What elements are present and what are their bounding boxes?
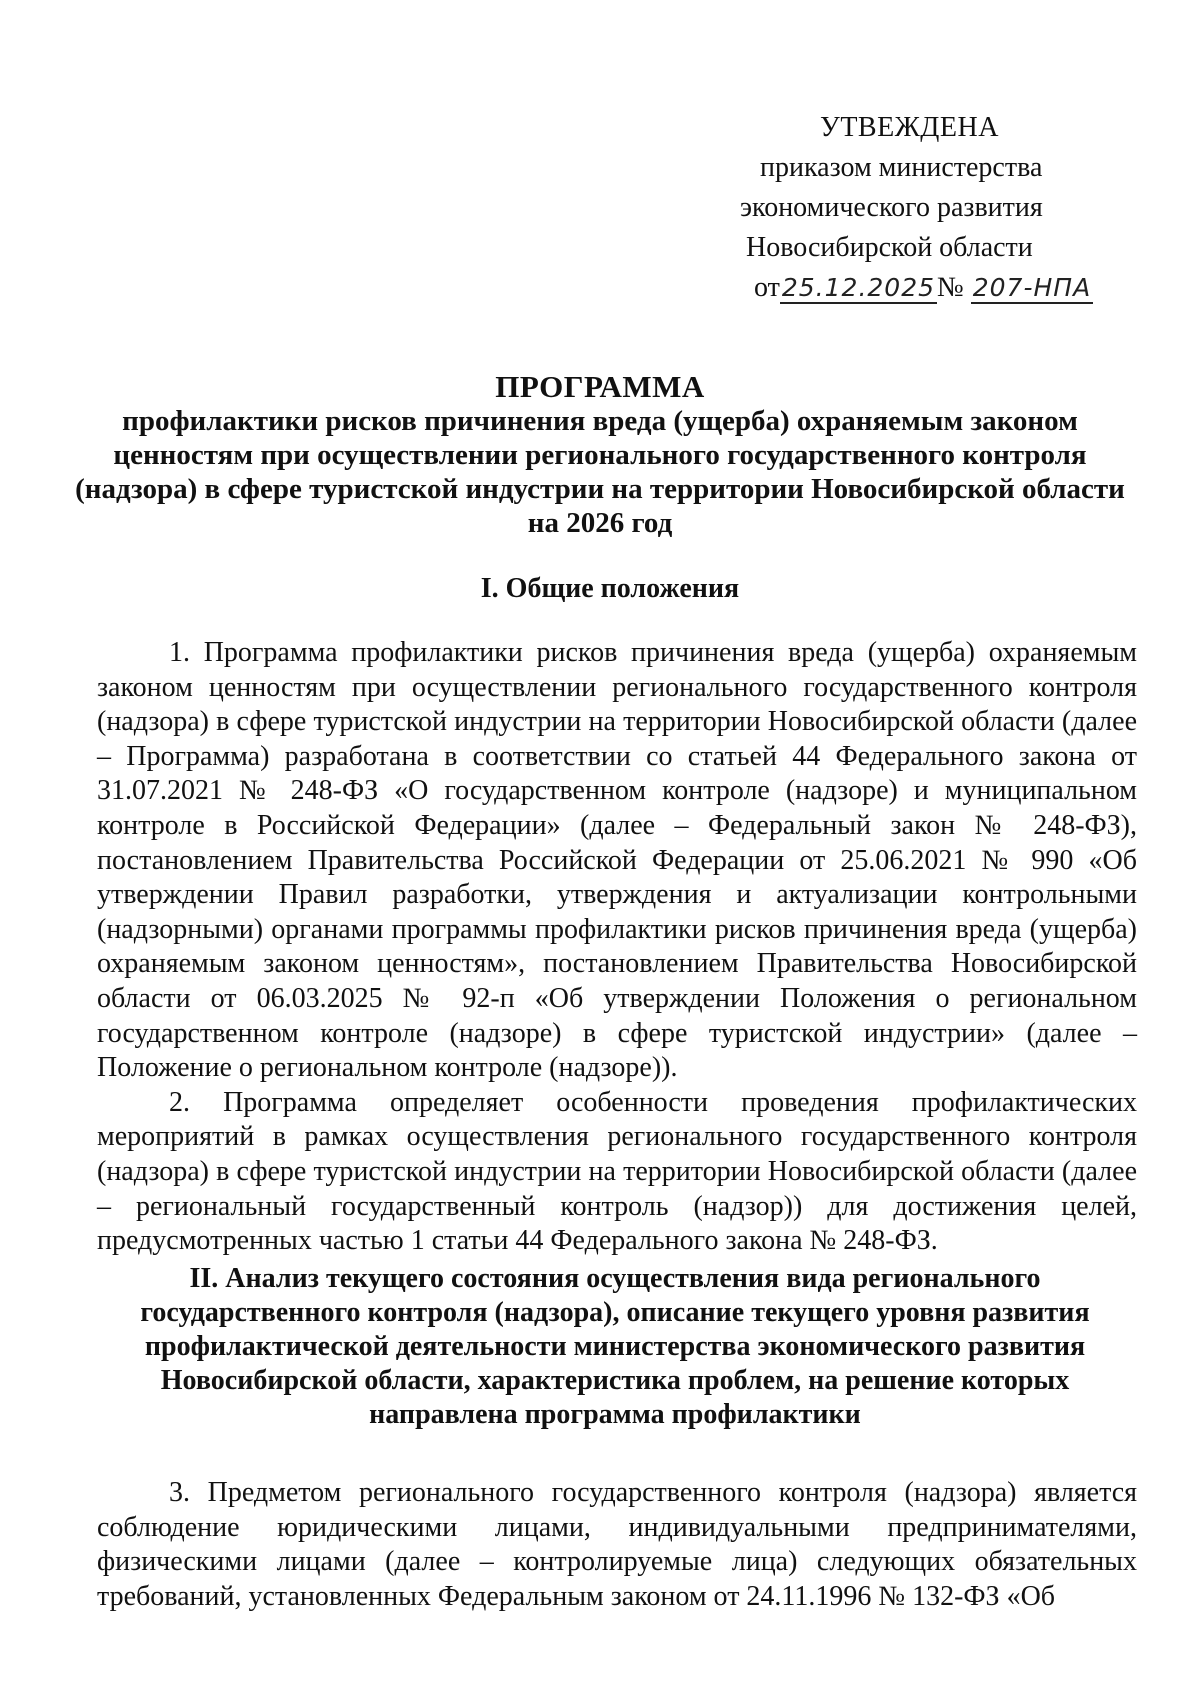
- program-heading: ПРОГРАММА: [495, 369, 705, 404]
- program-title-block: [0, 370, 1200, 540]
- section-2-body: [97, 1476, 1137, 1614]
- paragraph-1: 1. Программа профилактики рисков причинения вреда (ущерба) охраняемым законом ценностям при осуществлении регионального государственного контроля (надзора) в сфере туристской индустрии на территории Новосибирской области (далее – Программа) разработана в соответствии со статьей 44 Федерального закона от 31.07.2021 № 248-ФЗ «О государственном контроле (надзоре) и муниципальном контроле в Российской Федерации» (далее – Федеральный закон № 248-ФЗ), постановлением Правительства Российской Федерации от 25.06.2021 № 990 «Об утверждении Правил разработки, утверждения и актуализации контрольными (надзорными) органами программы профилактики рисков причинения вреда (ущерба) охраняемым законом ценностям», постановлением Правительства Новосибирской области от 06.03.2025 № 92-п «Об утверждении Положения о региональном государственном контроле (надзоре) в сфере туристской индустрии» (далее – Положение о региональном контроле (надзоре)).: [97, 637, 1137, 1084]
- section-2-heading-line-1: II. Анализ текущего состояния осуществления вида регионального: [189, 1263, 1041, 1294]
- handwritten-date: 25.12.2025: [781, 273, 936, 302]
- handwritten-number: 207-НПА: [972, 273, 1092, 302]
- program-subtitle-line-4: на 2026 год: [527, 507, 673, 539]
- program-subtitle-line-2: ценностям при осуществлении регионального государственного контроля: [113, 439, 1087, 471]
- section-2-heading-line-3: профилактической деятельности министерства экономического развития: [144, 1331, 1086, 1362]
- paragraph-3: 3. Предметом регионального государственного контроля (надзора) является соблюдение юридическими лицами, индивидуальными предпринимателями, физическими лицами (далее – контролируемые лица) следующих обязательных требований, установленных Федеральным законом от 24.11.1996 № 132-ФЗ «Об: [97, 1477, 1137, 1612]
- paragraph-2: 2. Программа определяет особенности проведения профилактических мероприятий в рамках осуществления регионального государственного контроля (надзора) в сфере туристской индустрии на территории Новосибирской области (далее – региональный государственный контроль (надзор)) для достижения целей, предусмотренных частью 1 статьи 44 Федерального закона № 248-ФЗ.: [97, 1086, 1137, 1257]
- approval-date-line: [754, 268, 1140, 308]
- section-1-body: [97, 636, 1137, 1259]
- section-2-heading-line-4: Новосибирской области, характеристика проблем, на решение которых: [160, 1365, 1070, 1396]
- section-2-heading-line-2: государственного контроля (надзора), описание текущего уровня развития: [140, 1297, 1090, 1328]
- date-prefix: от: [754, 272, 780, 303]
- approval-line-1: приказом министерства: [760, 152, 1043, 183]
- section-2-heading: [90, 1262, 1140, 1432]
- approval-title: УТВЕЖДЕНА: [820, 112, 999, 143]
- section-2-heading-line-5: направлена программа профилактики: [369, 1399, 861, 1430]
- program-subtitle-line-3: (надзора) в сфере туристской индустрии на территории Новосибирской области: [75, 473, 1125, 505]
- approval-line-2: экономического развития: [740, 192, 1043, 223]
- section-1-heading: I. Общие положения: [480, 573, 740, 604]
- number-sign: №: [937, 272, 964, 303]
- approval-block: [740, 108, 1140, 308]
- program-subtitle-line-1: профилактики рисков причинения вреда (ущерба) охраняемым законом: [122, 405, 1078, 437]
- approval-line-3: Новосибирской области: [746, 232, 1033, 263]
